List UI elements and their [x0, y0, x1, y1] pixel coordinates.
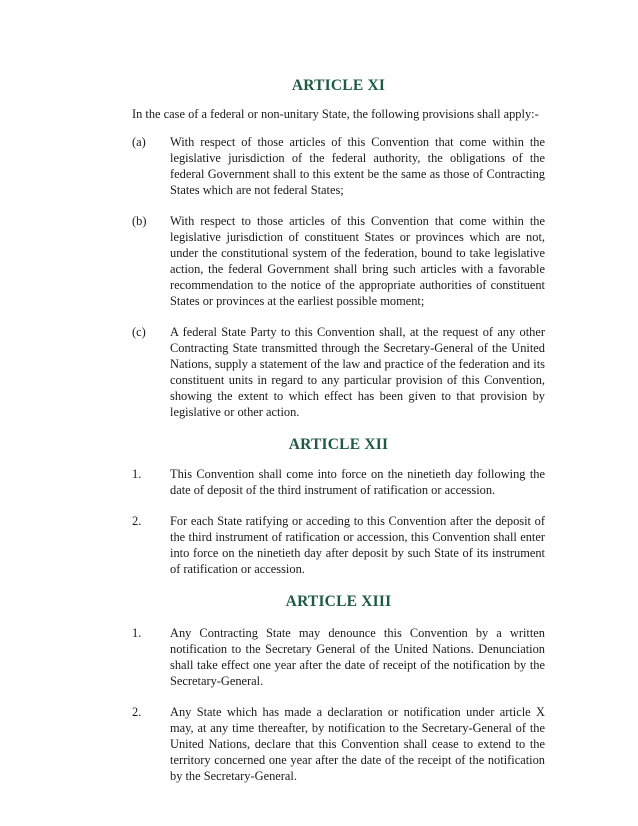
- article-xii-title: ARTICLE XII: [288, 436, 389, 453]
- article-xi-item-b: [132, 213, 545, 309]
- item-text: A federal State Party to this Convention shall, at the request of any other Contracting State transmitted through the Secretary-General of the United Nations, supply a statement of the law and practice of the federation and its constituent units in regard to any particular provision of this Convention, showing the extent to which effect has been given to that provision by legislative or other action.: [170, 325, 545, 419]
- article-xiii: [132, 592, 545, 784]
- item-marker: 2.: [132, 705, 142, 719]
- item-marker: (a): [132, 135, 146, 149]
- item-marker: 1.: [132, 626, 142, 640]
- article-xiii-title: ARTICLE XIII: [285, 593, 392, 610]
- article-xii-item-2: [132, 513, 545, 577]
- article-xiii-item-2: [132, 704, 545, 784]
- article-xi: [132, 76, 545, 420]
- item-marker: (c): [132, 325, 146, 339]
- item-marker: 2.: [132, 514, 142, 528]
- item-text: With respect of those articles of this Convention that come within the legislative jurisdiction of the federal authority, the obligations of the federal Government shall to this extent be the same as those of Contracting States which are not federal States;: [170, 135, 545, 197]
- article-xi-intro: In the case of a federal or non-unitary State, the following provisions shall apply:-: [132, 107, 539, 121]
- item-text: This Convention shall come into force on the ninetieth day following the date of deposit of the third instrument of ratification or accession.: [170, 467, 545, 497]
- article-xi-item-a: [132, 134, 545, 198]
- article-xi-item-c: [132, 324, 545, 420]
- item-text: With respect to those articles of this Convention that come within the legislative jurisdiction of constituent States or provinces which are not, under the constitutional system of the federation, bound to take legislative action, the federal Government shall bring such articles with a favorable recommendation to the notice of the appropriate authorities of constituent States or provinces at the earliest possible moment;: [170, 214, 545, 308]
- article-xi-title: ARTICLE XI: [291, 77, 386, 94]
- article-xii: [132, 435, 545, 577]
- item-marker: (b): [132, 214, 147, 228]
- item-marker: 1.: [132, 467, 142, 481]
- item-text: For each State ratifying or acceding to this Convention after the deposit of the third instrument of ratification or accession, this Convention shall enter into force on the ninetieth day after deposit by such State of its instrument of ratification or accession.: [170, 514, 545, 576]
- article-xii-item-1: [132, 466, 545, 498]
- item-text: Any State which has made a declaration or notification under article X may, at any time thereafter, by notification to the Secretary-General of the United Nations, declare that this Convention shall cease to extend to the territory concerned one year after the date of the receipt of the notification by the Secretary-General.: [170, 705, 545, 783]
- article-xiii-item-1: [132, 625, 545, 689]
- item-text: Any Contracting State may denounce this Convention by a written notification to the Secretary General of the United Nations. Denunciation shall take effect one year after the date of receipt of the notification by the Secretary-General.: [170, 626, 545, 688]
